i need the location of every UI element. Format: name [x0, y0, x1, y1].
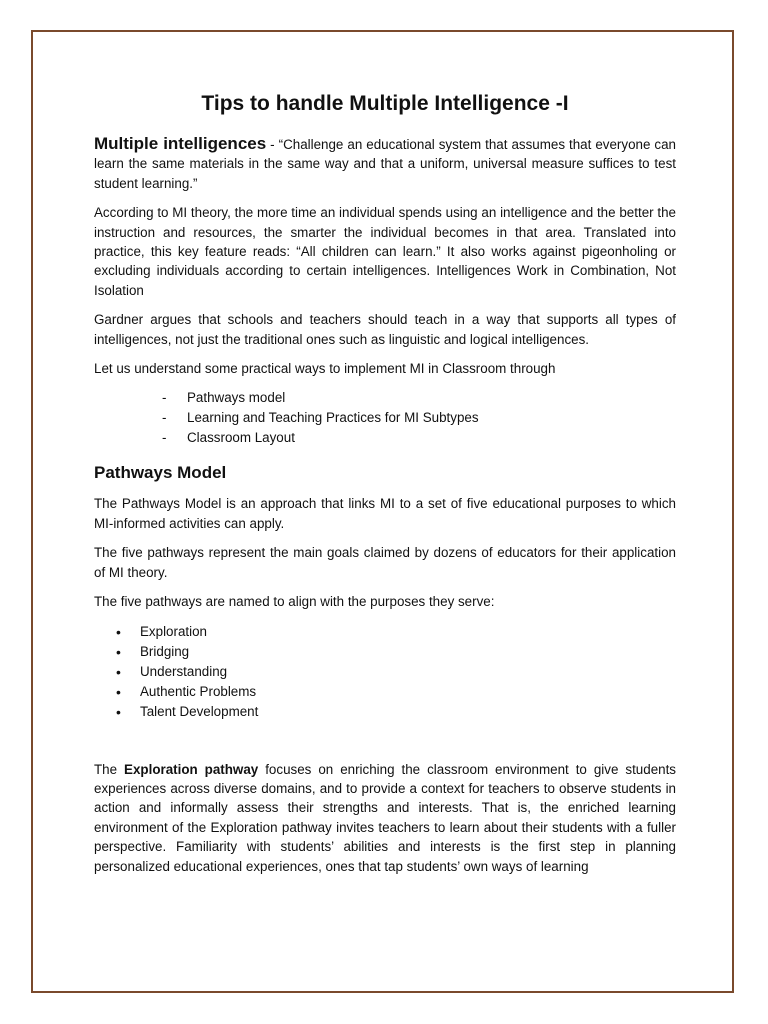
paragraph-exploration: [94, 760, 676, 876]
list-item: • Talent Development: [94, 702, 676, 722]
list-item: • Exploration: [94, 622, 676, 642]
paragraph-practical-ways: Let us understand some practical ways to implement MI in Classroom through: [94, 361, 556, 377]
dash-list: [94, 388, 676, 448]
paragraph-pathways-2: The five pathways represent the main goals claimed by dozens of educators for their application of MI theory.: [94, 545, 676, 580]
paragraph-gardner: Gardner argues that schools and teachers should teach in a way that supports all types of intelligences, not just the traditional ones such as linguistic and logical intelligences.: [94, 312, 676, 347]
intro-paragraph: [94, 134, 676, 193]
paragraph-pathways-1: The Pathways Model is an approach that links MI to a set of five educational purposes to which MI-informed activities can apply.: [94, 496, 676, 531]
paragraph-pathways-3: The five pathways are named to align with the purposes they serve:: [94, 594, 495, 610]
paragraph-mi-theory: According to MI theory, the more time an individual spends using an intelligence and the better the instruction and resources, the smarter the individual becomes in that area. Translated into practice, this key feature reads: “All children can learn.” It also works against pigeonholing or excluding individuals according to certain intelligences. Intelligences Work in Combination, Not Isolation: [94, 205, 676, 298]
page-border: [31, 30, 734, 993]
spacer: [94, 732, 676, 760]
exploration-term: Exploration pathway: [124, 761, 259, 777]
list-item: - Pathways model: [94, 388, 676, 408]
intro-term: Multiple intelligences: [94, 134, 267, 153]
list-item: • Bridging: [94, 642, 676, 662]
exploration-prefix: The: [94, 761, 125, 777]
intro-quote: - “Challenge an educational system that assumes that everyone can learn the same materials in the same way and that a uniform, universal measure suffices to test student learning.”: [94, 137, 676, 191]
list-item: - Classroom Layout: [94, 428, 676, 448]
exploration-text: focuses on enriching the classroom environment to give students experiences across diverse domains, and to provide a context for teachers to observe students in action and informally assess their strengths and interests. That is, the enriched learning environment of the Exploration pathway invites teachers to learn about their students with a fuller perspective. Familiarity with students’ abilities and interests is the first step in planning personalized educational experiences, ones that tap students’ own ways of learning: [94, 761, 676, 874]
list-item: • Authentic Problems: [94, 682, 676, 702]
bullet-list: [94, 622, 676, 722]
list-item: • Understanding: [94, 662, 676, 682]
document-body: [94, 90, 676, 886]
section-heading: Pathways Model: [94, 463, 227, 483]
list-item: - Learning and Teaching Practices for MI Subtypes: [94, 408, 676, 428]
document-title: Tips to handle Multiple Intelligence -I: [201, 92, 569, 115]
